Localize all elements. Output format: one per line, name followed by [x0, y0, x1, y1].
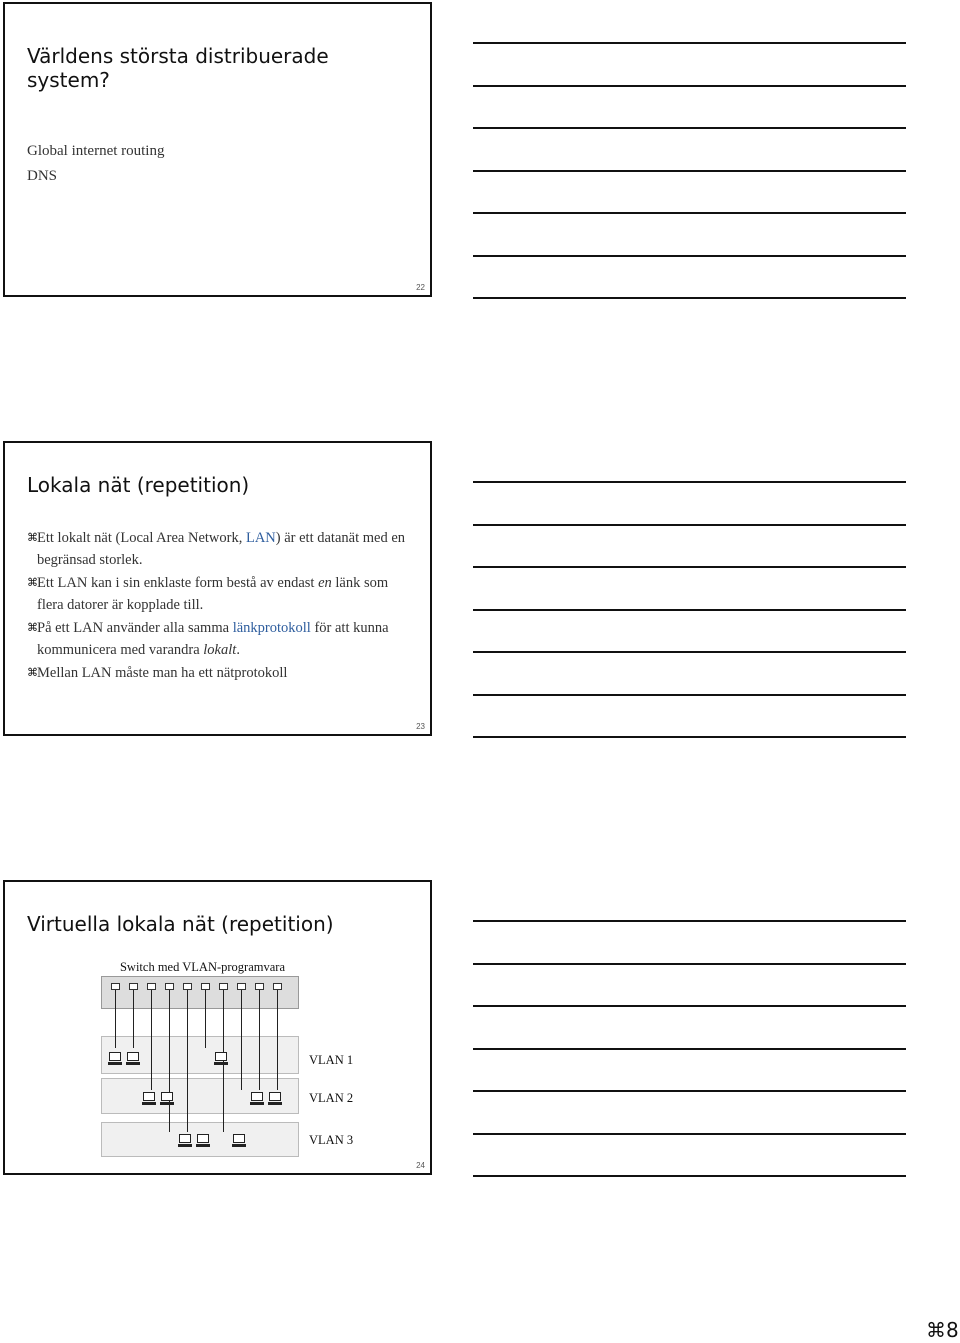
computer-icon	[197, 1134, 209, 1148]
notes-line	[473, 297, 906, 299]
switch-port	[273, 983, 282, 990]
computer-icon	[143, 1092, 155, 1106]
computer-icon	[109, 1052, 121, 1066]
slide-number: 23	[416, 722, 425, 731]
computer-icon	[161, 1092, 173, 1106]
bullet-item: ⌘ Ett lokalt nät (Local Area Network, LAN) är ett datanät med en begränsad storlek.	[27, 527, 407, 571]
network-cable	[169, 990, 170, 1132]
notes-line	[473, 1175, 906, 1177]
vlan-switch-diagram	[95, 960, 365, 1160]
notes-line	[473, 255, 906, 257]
slide-title-line-1: Världens största distribuerade	[27, 44, 329, 68]
slide-number: 24	[416, 1161, 425, 1170]
notes-line	[473, 85, 906, 87]
network-cable	[241, 990, 242, 1090]
notes-line	[473, 524, 906, 526]
notes-line	[473, 481, 906, 483]
bullet-list	[27, 527, 407, 685]
bullet-item: ⌘ På ett LAN använder alla samma länkprotokoll för att kunna kommunicera med varandra lokalt.	[27, 617, 407, 661]
notes-line	[473, 1133, 906, 1135]
slide-title-line-2: system?	[27, 68, 110, 92]
switch-port	[255, 983, 264, 990]
vlan-label-3: VLAN 3	[309, 1133, 354, 1147]
slide-text-line: Global internet routing	[27, 143, 165, 159]
command-key-icon: ⌘	[27, 666, 38, 679]
notes-line	[473, 651, 906, 653]
slide-number: 22	[416, 283, 425, 292]
notes-line	[473, 1090, 906, 1092]
switch-port	[165, 983, 174, 990]
slide-24	[3, 880, 432, 1175]
notes-line	[473, 920, 906, 922]
switch-port	[147, 983, 156, 990]
slide-title	[27, 44, 329, 92]
page-number: 8	[946, 1318, 959, 1342]
notes-line	[473, 1005, 906, 1007]
notes-line	[473, 694, 906, 696]
switch-port	[183, 983, 192, 990]
slide-title: Virtuella lokala nät (repetition)	[27, 912, 334, 936]
slide-title: Lokala nät (repetition)	[27, 473, 250, 497]
computer-icon	[251, 1092, 263, 1106]
computer-icon	[179, 1134, 191, 1148]
bullet-item: ⌘ Ett LAN kan i sin enklaste form bestå av endast en länk som flera datorer är kopplade till.	[27, 572, 407, 616]
notes-line	[473, 42, 906, 44]
switch-port	[201, 983, 210, 990]
slide-text-line: DNS	[27, 168, 58, 184]
switch-port	[237, 983, 246, 990]
switch-box	[101, 976, 299, 1009]
bullet-item: ⌘ Mellan LAN måste man ha ett nätprotokoll	[27, 662, 407, 684]
slide-22	[3, 2, 432, 297]
network-cable	[115, 990, 116, 1048]
diagram-caption: Switch med VLAN-programvara	[119, 960, 285, 974]
network-cable	[151, 990, 152, 1090]
notes-line	[473, 127, 906, 129]
switch-port	[219, 983, 228, 990]
switch-port	[129, 983, 138, 990]
command-key-icon: ⌘	[27, 621, 38, 634]
notes-line	[473, 963, 906, 965]
vlan-label-2: VLAN 2	[309, 1091, 354, 1105]
command-key-icon: ⌘	[926, 1318, 946, 1342]
notes-line	[473, 566, 906, 568]
vlan-label-1: VLAN 1	[309, 1053, 354, 1067]
page-footer	[926, 1318, 959, 1342]
network-cable	[133, 990, 134, 1048]
notes-line	[473, 170, 906, 172]
command-key-icon: ⌘	[27, 576, 38, 589]
computer-icon	[233, 1134, 245, 1148]
notes-line	[473, 1048, 906, 1050]
slide-23	[3, 441, 432, 736]
network-cable	[205, 990, 206, 1048]
network-cable	[187, 990, 188, 1132]
command-key-icon: ⌘	[27, 531, 38, 544]
switch-port	[111, 983, 120, 990]
computer-icon	[127, 1052, 139, 1066]
notes-line	[473, 212, 906, 214]
notes-line	[473, 736, 906, 738]
notes-line	[473, 609, 906, 611]
computer-icon	[269, 1092, 281, 1106]
computer-icon	[215, 1052, 227, 1066]
network-cable	[277, 990, 278, 1090]
network-cable	[259, 990, 260, 1090]
